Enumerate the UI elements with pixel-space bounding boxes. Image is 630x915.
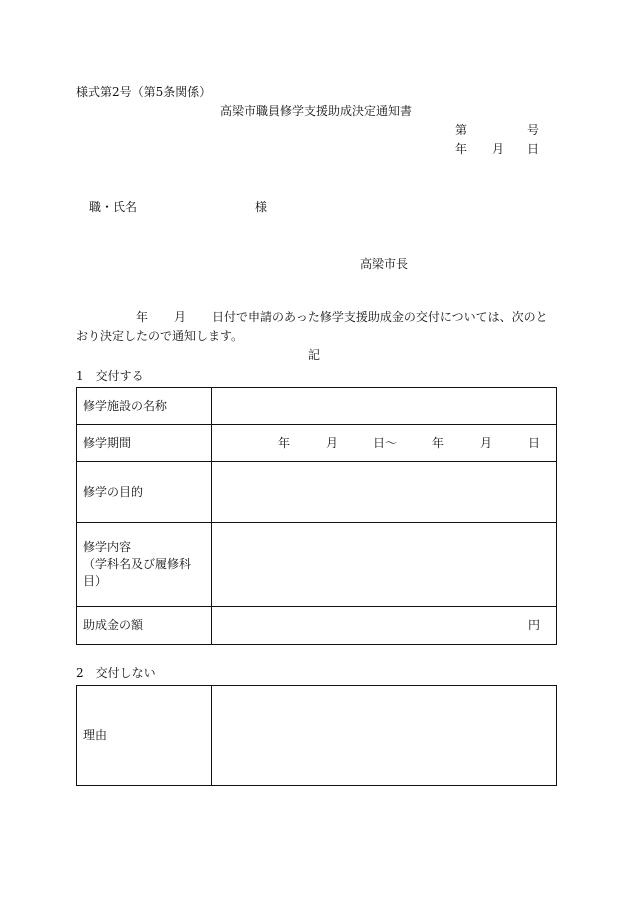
section2-heading: [76, 666, 156, 680]
period-start-year: 年: [278, 436, 291, 450]
period-start-day: 日〜: [373, 436, 398, 450]
amount-label: 助成金の額: [77, 607, 212, 645]
date-day: 日: [527, 142, 540, 156]
reason-label: 理由: [77, 686, 212, 786]
content-label-line1: 修学内容: [83, 540, 132, 554]
purpose-value: [212, 462, 557, 523]
date-year: 年: [455, 142, 468, 156]
table-row: [77, 388, 557, 425]
amount-unit: 円: [212, 607, 557, 645]
period-end-year: 年: [432, 436, 445, 450]
purpose-label: 修学の目的: [77, 462, 212, 523]
body-text: 日付で申請のあった修学支援助成金の交付については、次のとおり決定したので通知します。: [76, 310, 548, 343]
table-row: [77, 523, 557, 607]
addressee-label: 職・氏名: [89, 200, 138, 214]
section2-title: 交付しない: [95, 666, 156, 680]
ki-marker: 記: [308, 348, 321, 362]
period-label: 修学期間: [77, 425, 212, 462]
reason-value: [212, 686, 557, 786]
content-label: [77, 523, 212, 607]
issuer: 高梁市長: [360, 257, 409, 271]
table-row: [77, 462, 557, 523]
body-month: 月: [174, 310, 187, 324]
date-month: 月: [492, 142, 505, 156]
refusal-table: [76, 685, 557, 786]
table-row: [77, 607, 557, 645]
section1-number: 1: [76, 369, 84, 383]
addressee-honorific: 様: [255, 200, 268, 214]
content-value: [212, 523, 557, 607]
period-end-month: 月: [480, 436, 493, 450]
period-end-day: 日: [528, 436, 541, 450]
body-paragraph: [76, 308, 556, 346]
section1-title: 交付する: [95, 369, 144, 383]
table-row: [77, 425, 557, 462]
number-prefix: 第: [455, 123, 468, 137]
body-year: 年: [136, 310, 149, 324]
table-row: [77, 686, 557, 786]
document-title: 高梁市職員修学支援助成決定通知書: [220, 104, 413, 118]
grant-table: [76, 387, 557, 645]
period-value: [212, 425, 557, 462]
section1-heading: [76, 369, 144, 383]
form-number: 様式第2号（第5条関係）: [76, 85, 212, 99]
section2-number: 2: [76, 666, 84, 680]
number-suffix: 号: [527, 123, 540, 137]
facility-value: [212, 388, 557, 425]
period-start-month: 月: [326, 436, 339, 450]
content-label-line2: （学科名及び履修科目）: [83, 557, 192, 588]
facility-label: 修学施設の名称: [77, 388, 212, 425]
